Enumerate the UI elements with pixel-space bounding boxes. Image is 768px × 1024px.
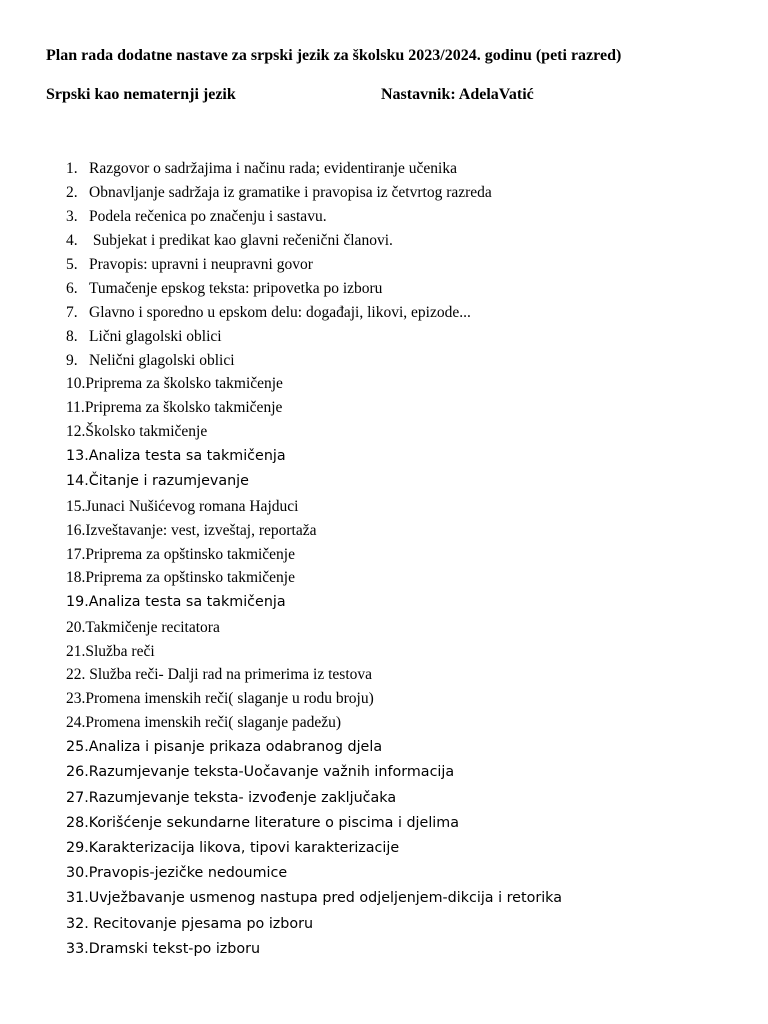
- list-item: [66, 711, 746, 735]
- list-item-text: Izveštavanje: vest, izveštaj, reportaža: [85, 521, 317, 539]
- list-item: [66, 205, 746, 229]
- list-item-number: 3.: [66, 207, 78, 225]
- list-item: [66, 811, 746, 836]
- list-item-number: 19.: [66, 594, 89, 611]
- list-item-text: Lični glagolski oblici: [89, 327, 222, 345]
- list-item-text: Nelični glagolski oblici: [89, 351, 235, 369]
- list-item: [66, 760, 746, 785]
- list-item-text: Razumjevanje teksta-Uočavanje važnih informacija: [88, 764, 455, 781]
- list-item-text: Tumačenje epskog teksta: pripovetka po izboru: [89, 279, 383, 297]
- list-item-text: Promena imenskih reči( slaganje padežu): [85, 714, 342, 732]
- list-item: [66, 836, 746, 861]
- subject-label: Srpski kao nematernji jezik: [46, 86, 236, 103]
- list-item: [66, 590, 746, 615]
- list-item-text: Pravopis-jezičke nedoumice: [88, 865, 288, 882]
- list-item-number: 22.: [66, 666, 86, 684]
- list-item: [66, 663, 746, 687]
- list-item-text: Subjekat i predikat kao glavni rečenični članovi.: [89, 231, 393, 249]
- list-item: [66, 181, 746, 205]
- list-item-text: Služba reči: [85, 642, 155, 660]
- list-item: [66, 372, 746, 396]
- list-item: [66, 301, 746, 325]
- list-item: [66, 519, 746, 543]
- list-item-text: Obnavljanje sadržaja iz gramatike i pravopisa iz četvrtog razreda: [89, 183, 492, 201]
- list-item-text: Priprema za opštinsko takmičenje: [85, 545, 295, 563]
- list-item-number: 6.: [66, 279, 78, 297]
- list-item: [66, 420, 746, 444]
- list-item-number: 5.: [66, 255, 78, 273]
- list-item-number: 31.: [66, 890, 89, 907]
- list-item-number: 32.: [66, 915, 89, 932]
- list-item: [66, 444, 746, 469]
- list-item: [66, 937, 746, 962]
- list-item-number: 8.: [66, 327, 78, 345]
- list-item-number: 28.: [66, 814, 89, 831]
- list-item-text: Analiza i pisanje prikaza odabranog djela: [88, 739, 383, 756]
- list-item-number: 17.: [66, 545, 86, 563]
- list-item: [66, 886, 746, 911]
- list-item-number: 24.: [66, 714, 86, 732]
- list-item-number: 16.: [66, 521, 86, 539]
- list-item: [66, 277, 746, 301]
- list-item: [66, 912, 746, 937]
- list-item-text: Recitovanje pjesama po izboru: [88, 915, 314, 932]
- list-item-number: 20.: [66, 618, 86, 636]
- list-item-text: Karakterizacija likova, tipovi karakterizacije: [88, 840, 400, 856]
- topic-list: [66, 157, 746, 962]
- list-item-text: Pravopis: upravni i neupravni govor: [89, 255, 313, 273]
- list-item-number: 11.: [66, 399, 85, 417]
- list-item: [66, 495, 746, 519]
- list-item-number: 13.: [66, 448, 89, 465]
- list-item-number: 25.: [66, 739, 89, 756]
- list-item-text: Junaci Nušićevog romana Hajduci: [85, 497, 299, 515]
- list-item-text: Razumjevanje teksta- izvođenje zaključaka: [88, 789, 397, 806]
- list-item-number: 4.: [66, 231, 78, 249]
- list-item-text: Priprema za opštinsko takmičenje: [85, 569, 295, 587]
- list-item: [66, 735, 746, 760]
- list-item: [66, 253, 746, 277]
- list-item: [66, 566, 746, 590]
- list-item-number: 27.: [66, 789, 89, 806]
- document-title: Plan rada dodatne nastave za srpski jezik za školsku 2023/2024. godinu (peti razred): [46, 47, 622, 64]
- list-item-number: 2.: [66, 183, 78, 201]
- list-item-text: Priprema za školsko takmičenje: [85, 375, 283, 393]
- list-item-number: 23.: [66, 690, 86, 708]
- list-item-number: 33.: [66, 940, 89, 957]
- list-item: [66, 229, 746, 253]
- list-item-number: 1.: [66, 160, 78, 177]
- list-item: [66, 861, 746, 886]
- list-item-number: 12.: [66, 423, 86, 441]
- list-item-number: 14.: [66, 473, 89, 490]
- list-item-text: Analiza testa sa takmičenja: [88, 448, 286, 465]
- list-item: [66, 640, 746, 664]
- teacher-label: Nastavnik: AdelaVatić: [381, 86, 534, 103]
- list-item-text: Dramski tekst-po izboru: [88, 940, 261, 957]
- list-item-text: Analiza testa sa takmičenja: [88, 594, 286, 611]
- list-item-number: 29.: [66, 840, 89, 856]
- list-item-number: 10.: [66, 375, 86, 393]
- list-item-number: 18.: [66, 569, 86, 587]
- list-item-text: Razgovor o sadržajima i načinu rada; evidentiranje učenika: [89, 160, 457, 177]
- list-item-text: Podela rečenica po značenju i sastavu.: [89, 207, 327, 225]
- list-item-number: 7.: [66, 303, 78, 321]
- list-item-number: 26.: [66, 764, 89, 781]
- list-item-number: 21.: [66, 642, 86, 660]
- list-item-number: 15.: [66, 497, 86, 515]
- list-item: [66, 543, 746, 567]
- list-item-number: 9.: [66, 351, 78, 369]
- list-item-text: Korišćenje sekundarne literature o piscima i djelima: [88, 814, 459, 831]
- list-item: [66, 616, 746, 640]
- list-item-text: Priprema za školsko takmičenje: [84, 399, 283, 417]
- list-item-text: Promena imenskih reči( slaganje u rodu broju): [85, 690, 374, 708]
- list-item-text: Služba reči- Dalji rad na primerima iz testova: [85, 666, 373, 684]
- list-item-text: Čitanje i razumjevanje: [88, 473, 249, 490]
- list-item: [66, 349, 746, 373]
- list-item: [66, 469, 746, 494]
- list-item: [66, 325, 746, 349]
- list-item: [66, 786, 746, 811]
- list-item-number: 30.: [66, 865, 89, 882]
- list-item-text: Glavno i sporedno u epskom delu: događaji, likovi, epizode...: [89, 303, 471, 321]
- list-item-text: Uvježbavanje usmenog nastupa pred odjeljenjem-dikcija i retorika: [88, 890, 562, 907]
- list-item: [66, 687, 746, 711]
- list-item: [66, 396, 746, 420]
- list-item: [66, 157, 746, 181]
- list-item-text: Školsko takmičenje: [85, 423, 208, 441]
- list-item-text: Takmičenje recitatora: [85, 618, 220, 636]
